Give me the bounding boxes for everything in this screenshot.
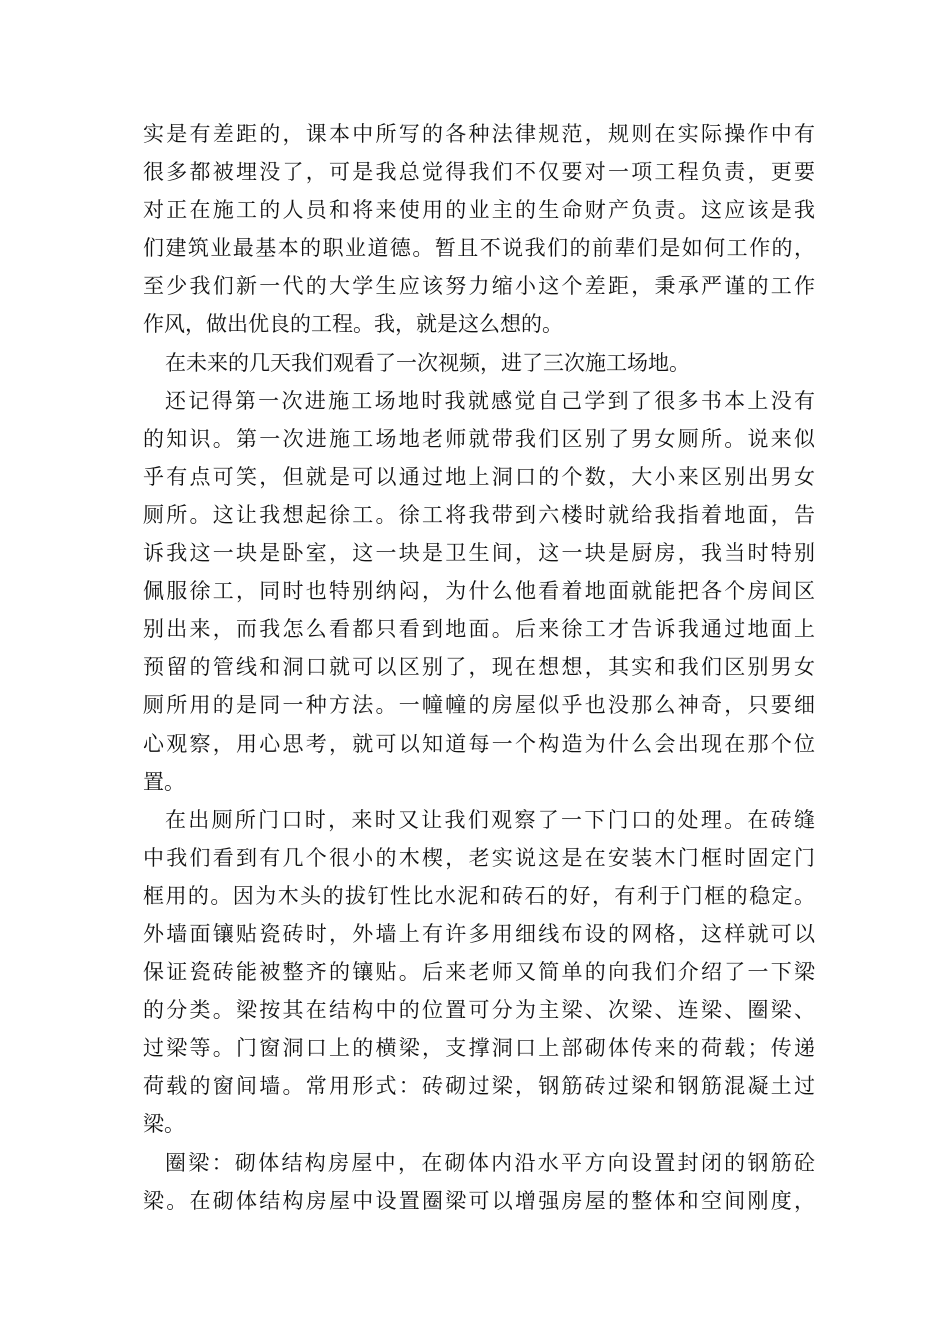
text-line: 诉我这一块是卧室，这一块是卫生间，这一块是厨房，我当时特别 (143, 541, 815, 566)
text-line: 预留的管线和洞口就可以区别了，现在想想，其实和我们区别男女 (143, 655, 815, 680)
text-line: 还记得第一次进施工场地时我就感觉自己学到了很多书本上没有 (165, 388, 815, 413)
text-line: 心观察，用心思考，就可以知道每一个构造为什么会出现在那个位 (143, 731, 815, 756)
text-line: 框用的。因为木头的拔钉性比水泥和砖石的好，有利于门框的稳定。 (143, 883, 815, 908)
text-line: 的知识。第一次进施工场地老师就带我们区别了男女厕所。说来似 (143, 426, 815, 451)
text-line: 实是有差距的，课本中所写的各种法律规范，规则在实际操作中有 (143, 122, 815, 146)
text-line: 过梁等。门窗洞口上的横梁，支撑洞口上部砌体传来的荷载；传递 (143, 1036, 815, 1061)
text-line: 作风，做出优良的工程。我，就是这么想的。 (143, 312, 563, 337)
text-line: 荷载的窗间墙。常用形式：砖砌过梁，钢筋砖过梁和钢筋混凝土过 (143, 1074, 815, 1099)
text-line: 梁。在砌体结构房屋中设置圈梁可以增强房屋的整体和空间刚度， (143, 1188, 815, 1213)
text-line: 置。 (143, 769, 185, 794)
text-line: 厕所用的是同一种方法。一幢幢的房屋似乎也没那么神奇，只要细 (143, 693, 815, 718)
text-line: 乎有点可笑，但就是可以通过地上洞口的个数，大小来区别出男女 (143, 464, 815, 489)
document-page (143, 115, 815, 1220)
text-line: 在出厕所门口时，来时又让我们观察了一下门口的处理。在砖缝 (165, 807, 815, 832)
text-line: 对正在施工的人员和将来使用的业主的生命财产负责。这应该是我 (143, 198, 815, 223)
text-line: 保证瓷砖能被整齐的镶贴。后来老师又简单的向我们介绍了一下梁 (143, 960, 815, 985)
text-line: 中我们看到有几个很小的木楔，老实说这是在安装木门框时固定门 (143, 845, 815, 870)
text-line: 厕所。这让我想起徐工。徐工将我带到六楼时就给我指着地面，告 (143, 502, 815, 527)
text-line: 圈梁：砌体结构房屋中，在砌体内沿水平方向设置封闭的钢筋砼 (165, 1150, 815, 1175)
text-line: 外墙面镶贴瓷砖时，外墙上有许多用细线布设的网格，这样就可以 (143, 921, 815, 946)
text-line: 别出来，而我怎么看都只看到地面。后来徐工才告诉我通过地面上 (143, 617, 815, 642)
text-line: 很多都被埋没了，可是我总觉得我们不仅要对一项工程负责，更要 (143, 160, 815, 185)
text-line: 佩服徐工，同时也特别纳闷，为什么他看着地面就能把各个房间区 (143, 579, 815, 604)
text-line: 的分类。梁按其在结构中的位置可分为主梁、次梁、连梁、圈梁、 (143, 998, 815, 1023)
text-line: 们建筑业最基本的职业道德。暂且不说我们的前辈们是如何工作的， (143, 236, 815, 261)
text-line: 在未来的几天我们观看了一次视频，进了三次施工场地。 (165, 350, 690, 375)
text-line: 梁。 (143, 1112, 185, 1137)
text-line: 至少我们新一代的大学生应该努力缩小这个差距，秉承严谨的工作 (143, 274, 815, 299)
